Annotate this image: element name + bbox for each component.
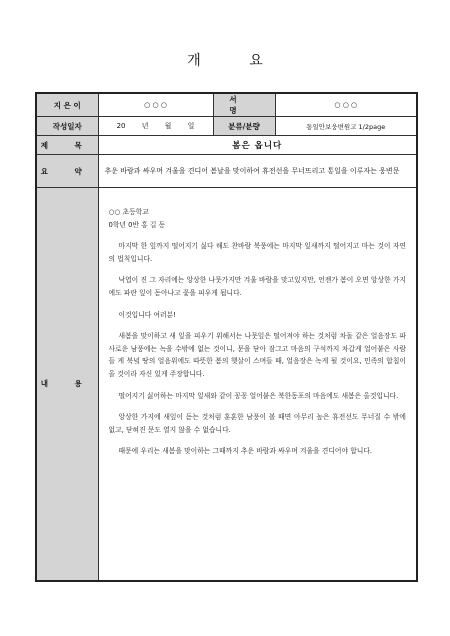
summary-value: 추운 바람과 싸우며 겨울을 견디어 봄날을 맞이하여 휴전선을 무너뜨리고 통일을 이루자는 웅변문 [98, 155, 417, 188]
student-name: 0학년 0반 홍 길 동 [108, 220, 166, 229]
content-row [36, 188, 417, 581]
paragraph-2: 낙엽이 진 그 자리에는 앙상한 나뭇가지만 겨울 바람을 맞고있지만, 언젠가 봄이 오면 앙상한 가지에도 파란 잎이 돋아나고 꽃을 피우게 됩니다. [108, 276, 406, 297]
signature-label-text: 서 명 [229, 95, 259, 115]
category-label: 분류/분량 [213, 117, 275, 136]
summary-label-text: 요 약 [40, 166, 94, 176]
paragraph-3: 이것입니다 여러분! [118, 310, 176, 319]
date-value: 20 년 월 일 [98, 117, 213, 136]
content-cell [98, 188, 417, 581]
content-label [36, 188, 98, 581]
paragraph-5: 떨어지기 싫어하는 마지막 잎새와 같이 꽁꽁 얼어붙은 북한동포의 마음에도 새봄은 올것입니다. [118, 391, 399, 400]
date-row [36, 117, 417, 136]
author-value: ○ ○ ○ [98, 93, 213, 117]
paragraph-1: 마지막 한 잎까지 떨어지기 싫다 해도 찬바람 북풍에는 마지막 잎새까지 떨어지고 마는 것이 자연의 법칙입니다. [108, 242, 406, 263]
speech-body [99, 188, 417, 458]
author-label: 지 은 이 [36, 93, 98, 117]
document-title: 개 요 [187, 53, 285, 69]
content-label-text: 내 용 [40, 379, 94, 389]
paragraph-6: 앙상한 가지에 새잎이 돋는 것처럼 훈훈한 남풍이 볼 때면 아무리 높은 휴전선도 무너질 수 밖에 없고, 닫혀진 문도 열지 않을 수 없습니다. [108, 413, 406, 434]
summary-form [35, 92, 418, 582]
subject-value: 봄은 옵니다 [98, 136, 417, 155]
summary-row [36, 155, 417, 188]
date-label: 작성일자 [36, 117, 98, 136]
summary-label [36, 155, 98, 188]
paragraph-7: 때문에 우리는 새봄을 맞이하는 그때까지 추운 바람과 싸우며 겨울을 견디어야 합니다. [118, 447, 373, 456]
subject-label [36, 136, 98, 155]
category-value: 통일안보웅변원고 1/2page [275, 117, 417, 136]
author-row [36, 93, 417, 117]
signature-label [213, 93, 275, 117]
subject-label-text: 제 목 [40, 140, 94, 150]
subject-row [36, 136, 417, 155]
signature-value: ○ ○ ○ [275, 93, 417, 117]
school-name: ○○ 초등학교 [108, 208, 149, 216]
paragraph-4: 새봄을 맞이하고 새 잎을 피우기 위해서는 나뭇잎은 떨어져야 하는 것처럼 차돌 같은 얼음장도 파사로운 남풍에는 녹을 수밖에 없는 것이니, 문을 닫아 잠그고 마음의 구석까지 차갑게 얼어붙은 사람들 게 북녘 땅의 얼음위에도 따뜻한 봄의 햇살이 스며들 때, 얼음장은 녹게 될 것이요, 민족의 합칩이 올 것이라 자신 있게 주장합니다. [108, 332, 406, 378]
